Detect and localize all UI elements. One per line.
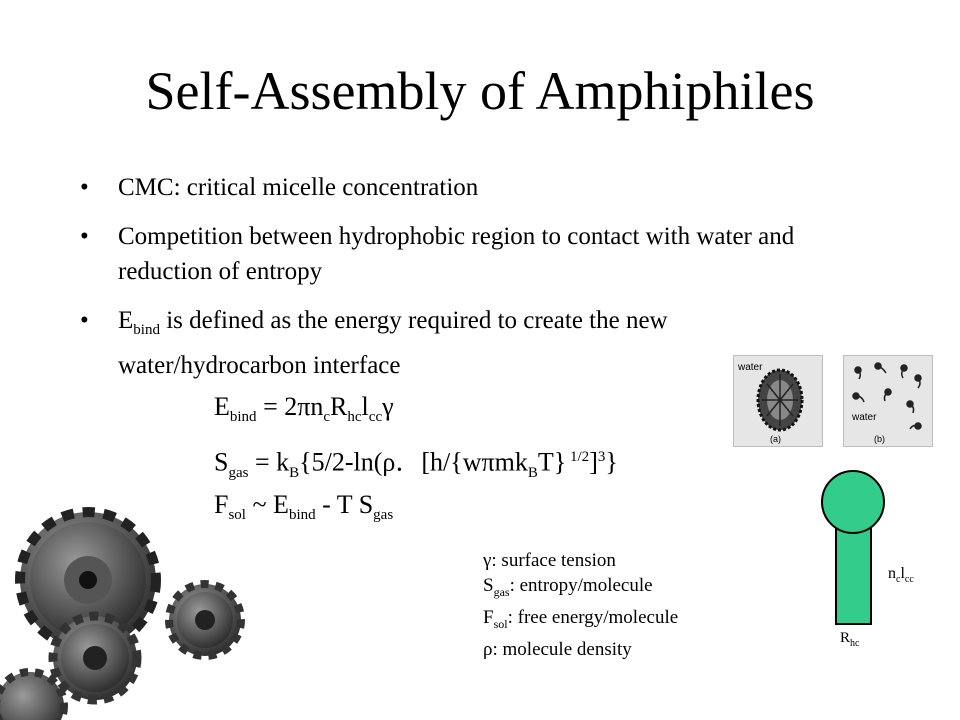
panel-water-label: water bbox=[852, 412, 877, 423]
legend-text: : entropy/molecule bbox=[509, 575, 653, 596]
equation-sgas bbox=[214, 440, 618, 490]
eq-part: - T S bbox=[315, 490, 374, 519]
legend-symbol: F bbox=[483, 606, 494, 628]
panel-caption: (b) bbox=[874, 434, 885, 444]
bullet-marker: • bbox=[80, 223, 89, 250]
bullet-text: is defined as the energy required to create the new water/hydrocarbon interface bbox=[118, 307, 668, 379]
legend-item bbox=[483, 548, 678, 573]
micelle-icon bbox=[752, 364, 808, 436]
label-part: n bbox=[888, 565, 896, 582]
eq-sub: cc bbox=[368, 409, 383, 426]
eq-sub: bind bbox=[288, 507, 316, 524]
bullet-text: CMC: critical micelle concentration bbox=[118, 174, 479, 201]
panel-caption: (a) bbox=[770, 434, 781, 444]
legend-symbol: S bbox=[483, 575, 494, 596]
eq-part: γ bbox=[382, 392, 394, 421]
equation-ebind bbox=[214, 390, 394, 434]
micelle-panel bbox=[733, 355, 823, 447]
eq-part: l bbox=[361, 392, 369, 421]
gears-decoration bbox=[0, 470, 250, 720]
legend-text: : free energy/molecule bbox=[507, 606, 679, 628]
gear-small-icon bbox=[53, 616, 137, 700]
radius-label bbox=[840, 630, 859, 649]
label-sub: hc bbox=[850, 638, 860, 649]
legend-symbol: γ bbox=[483, 550, 492, 571]
legend-sub: gas bbox=[493, 584, 510, 599]
legend-text: : molecule density bbox=[492, 638, 632, 660]
bullet-lead: E bbox=[118, 307, 134, 334]
polar-head bbox=[822, 471, 884, 533]
free-molecules-panel bbox=[843, 355, 933, 447]
label-sub: cc bbox=[904, 574, 914, 586]
eq-part: S bbox=[214, 447, 229, 477]
eq-sub: c bbox=[323, 409, 331, 426]
legend-item bbox=[483, 637, 678, 662]
eq-sub: gas bbox=[373, 507, 394, 524]
eq-sub: gas bbox=[228, 464, 249, 481]
eq-sub: bind bbox=[229, 409, 257, 426]
amphiphile-diagram bbox=[815, 470, 895, 630]
bullet-lead-sub: bind bbox=[133, 322, 160, 338]
label-part: l bbox=[900, 565, 905, 582]
bullet-item bbox=[80, 219, 860, 289]
symbol-legend bbox=[483, 548, 678, 662]
panel-water-label: water bbox=[738, 362, 763, 373]
eq-part: R bbox=[330, 392, 348, 421]
eq-part: {5/2-ln(ρ．[h/{wπmk bbox=[299, 447, 528, 477]
eq-sub: B bbox=[289, 464, 300, 481]
slide-title: Self-Assembly of Amphiphiles bbox=[145, 61, 815, 121]
legend-item bbox=[483, 573, 678, 605]
bullet-item bbox=[80, 170, 860, 205]
eq-sub: hc bbox=[347, 409, 362, 426]
label-part: R bbox=[840, 630, 851, 646]
eq-sub: B bbox=[527, 464, 538, 481]
bullet-text: Competition between hydrophobic region to contact with water and reduction of entropy bbox=[118, 223, 795, 285]
eq-part: ~ E bbox=[245, 490, 289, 519]
hydrocarbon-tail bbox=[836, 520, 871, 624]
gear-right-icon bbox=[169, 584, 241, 656]
eq-sup: 3 bbox=[597, 449, 606, 465]
bullet-marker: • bbox=[80, 174, 89, 201]
bullet-marker: • bbox=[80, 307, 89, 334]
eq-sup: 1/2 bbox=[566, 449, 590, 465]
eq-sub: sol bbox=[228, 507, 246, 524]
legend-symbol: ρ bbox=[483, 638, 493, 660]
equation-fsol bbox=[214, 488, 393, 532]
legend-sub: sol bbox=[493, 616, 508, 631]
eq-part: T} bbox=[537, 447, 567, 477]
legend-text: : surface tension bbox=[491, 550, 616, 571]
gear-bottom-icon bbox=[0, 672, 64, 720]
eq-part: F bbox=[214, 490, 229, 519]
eq-part: } bbox=[605, 447, 618, 477]
eq-part: E bbox=[214, 392, 230, 421]
free-molecules-icon bbox=[844, 356, 932, 446]
eq-part: = k bbox=[248, 447, 290, 477]
eq-part: = 2πn bbox=[256, 392, 324, 421]
legend-item bbox=[483, 605, 678, 637]
eq-part: ] bbox=[589, 447, 598, 477]
tail-length-label bbox=[888, 565, 914, 585]
label-sub: c bbox=[896, 574, 901, 586]
